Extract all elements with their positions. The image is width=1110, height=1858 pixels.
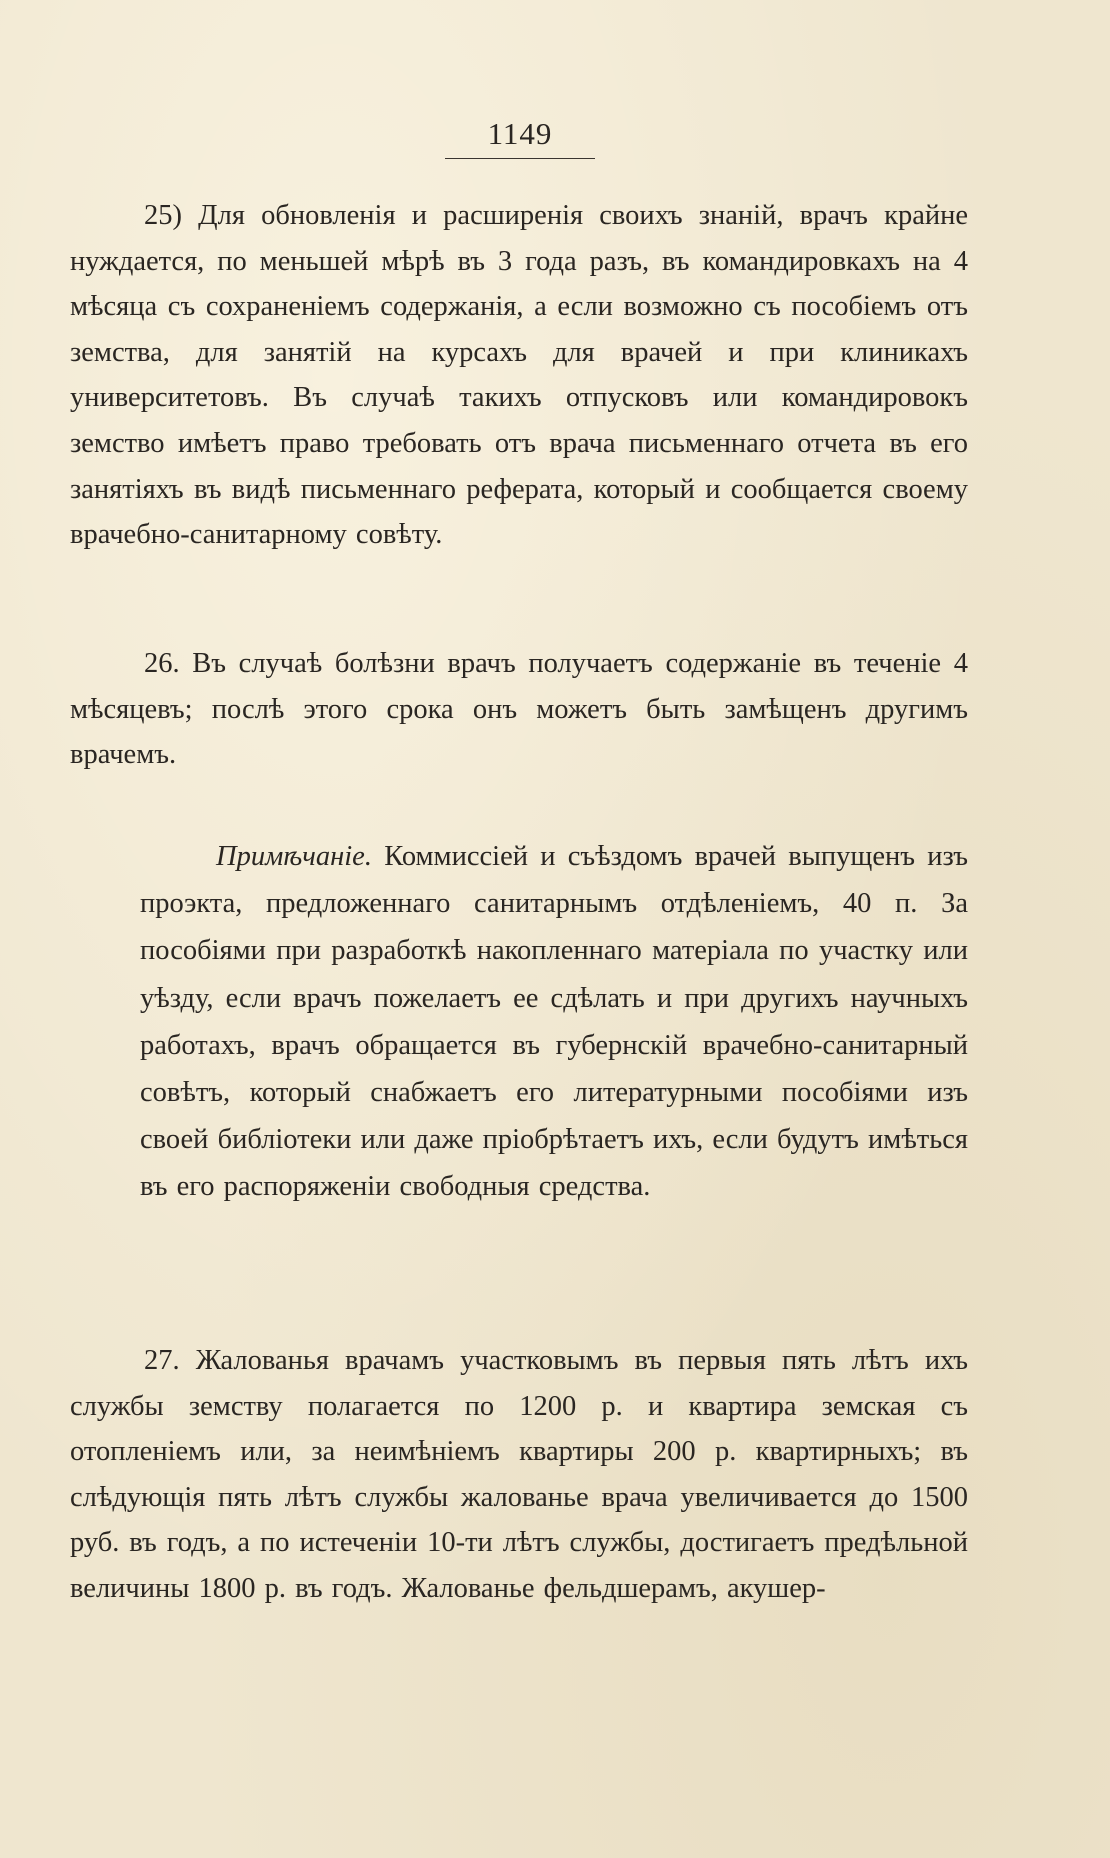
note-label: Примѣчаніе.	[216, 841, 372, 872]
paragraph-27: 27. Жалованья врачамъ участковымъ въ первыя пять лѣтъ ихъ службы земству полагается по 1200 р. и квартира земская съ отопленіемъ или, за неимѣніемъ квартиры 200 р. квартирныхъ; въ слѣдующія пять лѣтъ службы жалованье врача увеличивается до 1500 руб. въ годъ, а по истеченіи 10-ти лѣтъ службы, достигаетъ предѣльной величины 1800 р. въ годъ. Жалованье фельдшерамъ, акушер-	[70, 1345, 968, 1604]
note-text: Коммиссіей и съѣздомъ врачей выпущенъ изъ проэкта, предложеннаго санитарнымъ отдѣленіемъ, 40 п. За пособіями при разработкѣ накопленнаго матеріала по участку или уѣзду, если врачъ пожелаетъ ее сдѣлать и при другихъ научныхъ работахъ, врачъ обращается въ губернскій врачебно-санитарный совѣтъ, который снабжаетъ его литературными пособіями изъ своей библіотеки или даже пріобрѣтаетъ ихъ, если будутъ имѣться въ его распоряженіи свободныя средства.	[140, 841, 968, 1203]
paragraph-26: 26. Въ случаѣ болѣзни врачъ получаетъ содержаніе въ теченіе 4 мѣсяцевъ; послѣ этого срока онъ можетъ быть замѣщенъ другимъ врачемъ.	[70, 648, 968, 771]
paragraph-25: 25) Для обновленія и расширенія своихъ знаній, врачъ крайне нуждается, по меньшей мѣрѣ въ 3 года разъ, въ командировкахъ на 4 мѣсяца съ сохраненіемъ содержанія, а если возможно съ пособіемъ отъ земства, для занятій на курсахъ для врачей и при клиникахъ университетовъ. Въ случаѣ такихъ отпусковъ или командировокъ земство имѣетъ право требовать отъ врача письменнаго отчета въ его занятіяхъ въ видѣ письменнаго реферата, который и сообщается своему врачебно-санитарному совѣту.	[70, 200, 968, 551]
note-block	[140, 833, 968, 1211]
page-number: 1149	[487, 116, 553, 151]
page-number-rule	[445, 158, 595, 159]
